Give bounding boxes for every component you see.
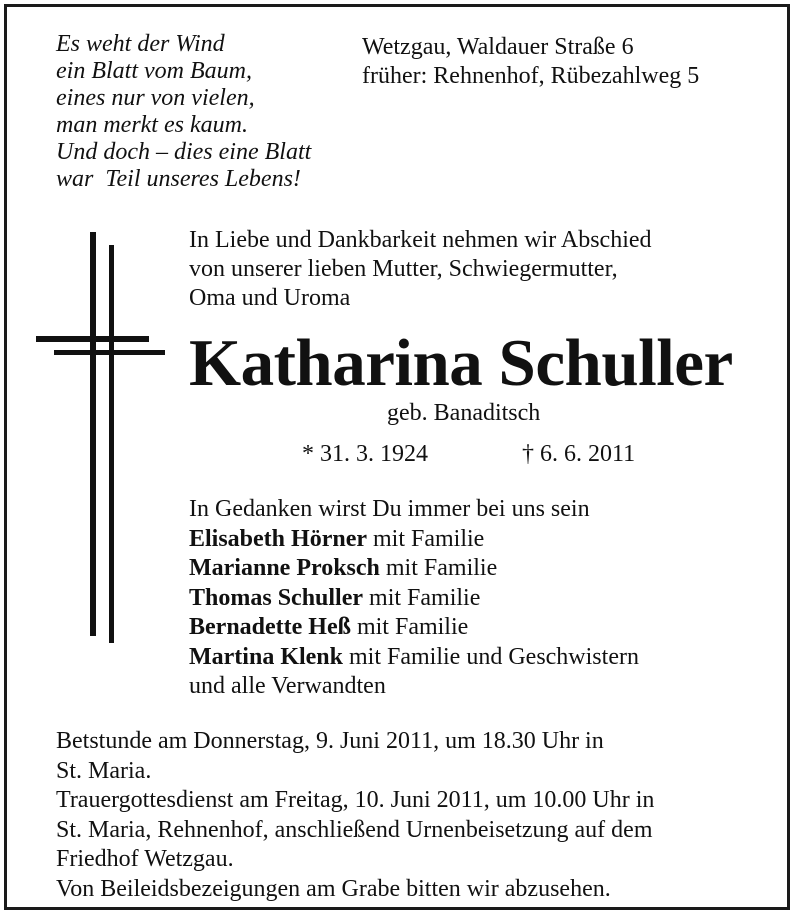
deceased-name: Katharina Schuller [189,326,733,400]
poem-line: man merkt es kaum. [56,112,248,138]
intro-line: In Liebe und Dankbarkeit nehmen wir Abschied [189,227,652,253]
notice-line: St. Maria. [56,757,152,784]
current-address: Wetzgau, Waldauer Straße 6 [362,34,634,60]
mourner-suffix: mit Familie [363,584,481,611]
cross-vertical-bar [90,232,96,636]
intro-line: Oma und Uroma [189,285,351,311]
former-address: früher: Rehnenhof, Rübezahlweg 5 [362,63,700,89]
mourner-suffix: mit Familie [367,525,485,552]
notice-line: Trauergottesdienst am Freitag, 10. Juni 2011, um 10.00 Uhr in [56,787,655,813]
mourners-list [189,495,639,702]
intro-line: von unserer lieben Mutter, Schwiegermutter, [189,256,618,282]
poem-line: ein Blatt vom Baum, [56,58,252,84]
mourner-entry [189,613,639,643]
mourner-suffix: mit Familie [350,614,469,640]
notice-line: St. Maria, Rehnenhof, anschließend Urnenbeisetzung auf dem [56,816,653,843]
mourner-entry [189,643,639,673]
mourners-closing: und alle Verwandten [189,673,386,699]
death-date: † 6. 6. 2011 [522,441,636,467]
mourners-heading: In Gedanken wirst Du immer bei uns sein [189,496,590,522]
cross-vertical-bar [109,245,114,643]
mourner-name: Thomas Schuller [189,584,364,611]
mourner-suffix: mit Familie und Geschwistern [343,643,639,670]
birth-date: * 31. 3. 1924 [302,441,428,467]
mourner-suffix: mit Familie [379,555,498,581]
poem-line: Es weht der Wind [56,31,225,57]
poem-line: eines nur von vielen, [56,85,255,111]
poem [56,31,311,193]
service-notice [56,727,654,904]
mourner-entry [189,584,639,614]
mourner-name: Martina Klenk [189,643,343,670]
poem-line: war Teil unseres Lebens! [56,166,301,192]
cross-horizontal-bar [54,350,165,355]
mourner-entry [189,554,639,584]
notice-line: Von Beileidsbezeigungen am Grabe bitten wir abzusehen. [56,875,611,902]
notice-line: Friedhof Wetzgau. [56,846,234,872]
mourner-entry [189,525,639,555]
address-block [362,33,699,91]
mourner-name: Elisabeth Hörner [189,525,367,552]
cross-horizontal-bar [36,336,149,342]
mourner-name: Marianne Proksch [189,555,380,581]
intro-text [189,226,652,313]
mourner-name: Bernadette Heß [189,614,351,640]
notice-line: Betstunde am Donnerstag, 9. Juni 2011, um 18.30 Uhr in [56,728,604,754]
poem-line: Und doch – dies eine Blatt [56,139,312,165]
maiden-name: geb. Banaditsch [387,400,541,426]
